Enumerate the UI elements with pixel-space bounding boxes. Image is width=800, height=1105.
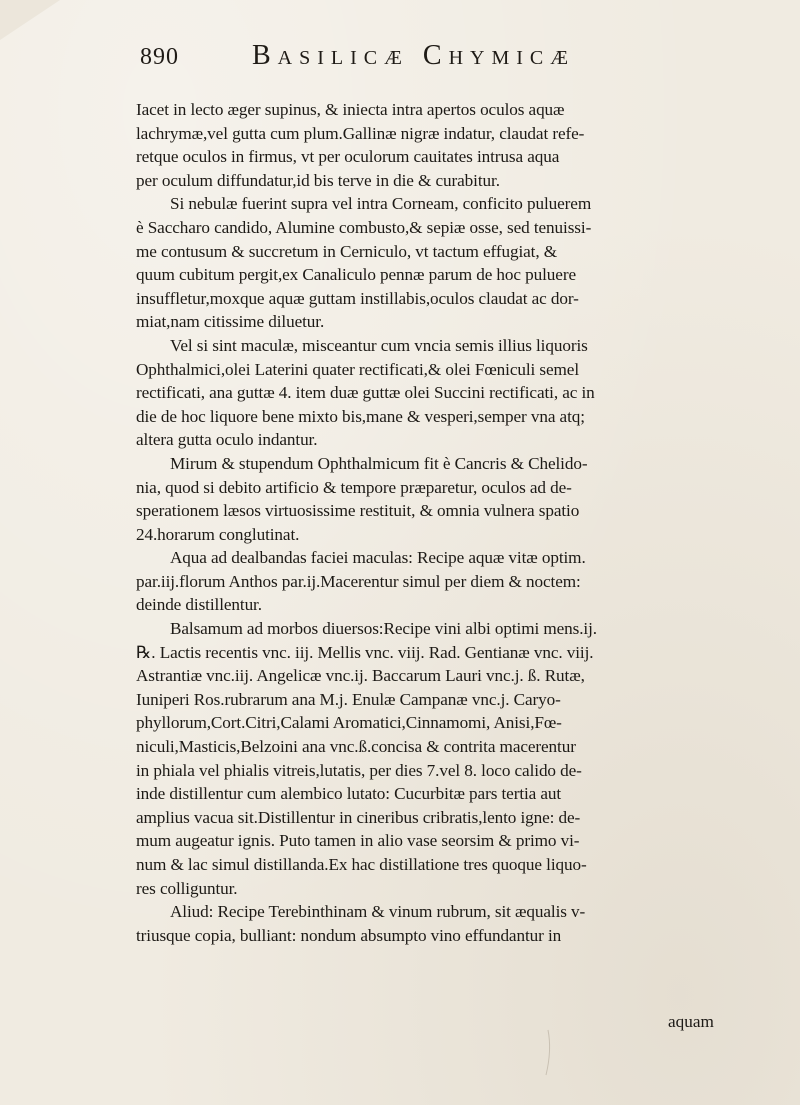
text-line: num & lac simul distillanda.Ex hac distillatione tres quoque liquo- (136, 855, 587, 874)
corner-wear-mark (0, 0, 60, 40)
text-line: Vel si sint maculæ, misceantur cum vncia semis illius liquoris (170, 335, 588, 355)
text-line: Ophthalmici,olei Laterini quater rectificati,& olei Fœniculi semel (136, 359, 579, 379)
text-line: miat,nam citissime diluetur. (136, 312, 325, 332)
text-line: phyllorum,Cort.Citri,Calami Aromatici,Cinnamomi, Anisi,Fœ- (136, 713, 562, 733)
text-line: retque oculos in firmus, vt per oculorum cauitates intrusa aqua (136, 147, 560, 167)
text-line: mum augeatur ignis. Puto tamen in alio vase seorsim & primo vi- (136, 831, 580, 851)
text-line: in phiala vel phialis vitreis,lutatis, per dies 7.vel 8. loco calido de- (136, 760, 582, 780)
body-text (136, 98, 736, 947)
page-number: 890 (140, 44, 179, 70)
catchword: aquam (668, 1012, 714, 1031)
text-line: par.iij.florum Anthos par.ij.Macerentur simul per diem & noctem: (136, 571, 581, 591)
text-line: 24.horarum conglutinat. (136, 524, 300, 544)
text-line: rectificati, ana guttæ 4. item duæ guttæ olei Succini rectificati, ac in (136, 383, 595, 403)
text-line: niculi,Masticis,Belzoini ana vnc.ß.concisa & contrita macerentur (136, 737, 576, 757)
text-line: Aliud: Recipe Terebinthinam & vinum rubrum, sit æqualis v- (170, 902, 586, 922)
text-line: Si nebulæ fuerint supra vel intra Corneam, conficito puluerem (170, 194, 592, 214)
text-line: me contusum & succretum in Cerniculo, vt tactum effugiat, & (136, 241, 557, 261)
text-line: deinde distillentur. (136, 595, 262, 615)
text-line: sperationem læsos virtuosissime restituit, & omnia vulnera spatio (136, 501, 580, 521)
text-line: nia, quod si debito artificio & tempore præparetur, oculos ad de- (136, 477, 572, 497)
margin-pencil-mark (546, 1030, 550, 1075)
text-line: per oculum diffundatur,id bis terve in die & curabitur. (136, 170, 500, 190)
running-title: Basilicæ Chymicæ (252, 40, 576, 71)
text-line: Iuniperi Ros.rubrarum ana M.j. Enulæ Campanæ vnc.j. Caryo- (136, 689, 561, 709)
text-line: Astrantiæ vnc.iij. Angelicæ vnc.ij. Baccarum Lauri vnc.j. ß. Rutæ, (136, 666, 585, 686)
text-line: res colliguntur. (136, 878, 238, 898)
text-line: lachrymæ,vel gutta cum plum.Gallinæ nigræ indatur, claudat refe- (136, 123, 585, 143)
text-line: Aqua ad dealbandas faciei maculas: Recipe aquæ vitæ optim. (170, 548, 586, 568)
text-line: è Saccharo candido, Alumine combusto,& sepiæ osse, sed tenuissi- (136, 217, 592, 237)
text-line: die de hoc liquore bene mixto bis,mane & vesperi,semper vna atq; (136, 406, 585, 426)
page-header (140, 40, 740, 80)
text-line: Mirum & stupendum Ophthalmicum fit è Cancris & Chelido- (170, 453, 588, 473)
text-line: altera gutta oculo indantur. (136, 430, 318, 450)
text-line: quum cubitum pergit,ex Canaliculo pennæ parum de hoc puluere (136, 265, 576, 285)
text-line: Iacet in lecto æger supinus, & iniecta intra apertos oculos aquæ (136, 100, 565, 119)
text-line: insuffletur,moxque aquæ guttam instillabis,oculos claudat ac dor- (136, 288, 579, 308)
text-line: triusque copia, bulliant: nondum absumpto vino effundantur in (136, 925, 562, 945)
text-line: inde distillentur cum alembico lutato: Cucurbitæ pars tertia aut (136, 784, 562, 804)
text-line: ℞. Lactis recentis vnc. iij. Mellis vnc. viij. Rad. Gentianæ vnc. viij. (136, 642, 594, 662)
text-line: Balsamum ad morbos diuersos:Recipe vini albi optimi mens.ij. (170, 619, 597, 639)
text-line: amplius vacua sit.Distillentur in cineribus cribratis,lento igne: de- (136, 807, 581, 827)
